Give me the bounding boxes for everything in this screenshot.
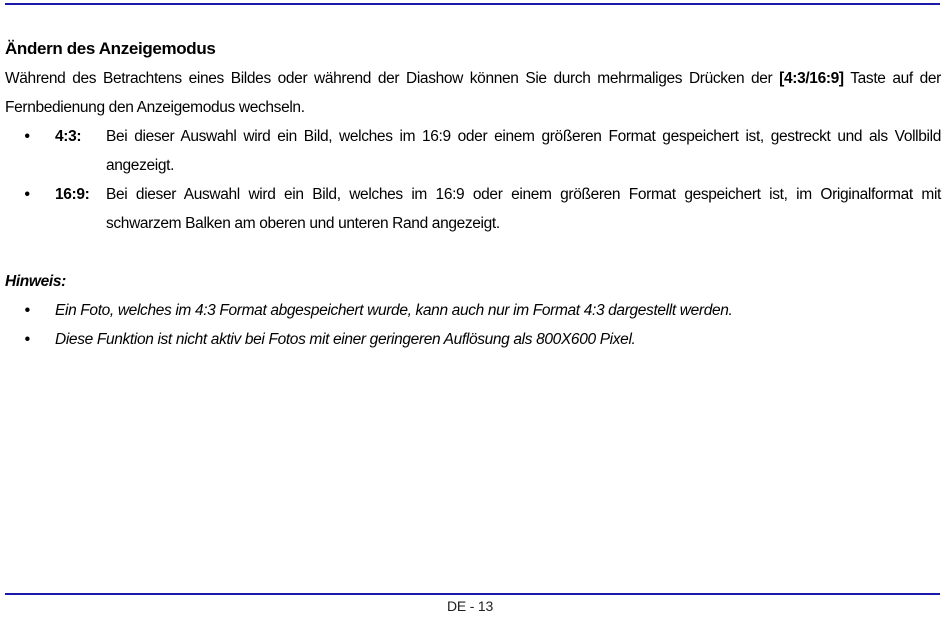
- note-heading: Hinweis:: [5, 273, 66, 290]
- note-text: Diese Funktion ist nicht aktiv bei Fotos mit einer geringeren Auflösung als 800X600 Pixel.: [55, 331, 636, 348]
- mode-description: Bei dieser Auswahl wird ein Bild, welches im 16:9 oder einem größeren Format gespeichert ist, im Originalformat mit schwarzem Balken am oberen und unteren Rand angezeigt.: [106, 186, 941, 232]
- page-content: [5, 38, 941, 354]
- list-item-note: [5, 296, 941, 325]
- bottom-rule: [5, 593, 940, 595]
- list-item-mode-4-3: [5, 122, 941, 180]
- mode-key-label: 4:3:: [55, 128, 82, 145]
- note-text: Ein Foto, welches im 4:3 Format abgespeichert wurde, kann auch nur im Format 4:3 dargestellt werden.: [55, 302, 733, 319]
- bullet-icon: •: [24, 331, 30, 348]
- note-list: [5, 296, 941, 354]
- intro-text-before: Während des Betrachtens eines Bildes oder während der Diashow können Sie durch mehrmaliges Drücken der: [5, 70, 780, 87]
- display-mode-list: [5, 122, 941, 238]
- aspect-key-label: [4:3/16:9]: [779, 70, 844, 87]
- intro-text-after: Taste auf der Fernbedienung den Anzeigemodus wechseln.: [5, 70, 941, 116]
- list-item-mode-16-9: [5, 180, 941, 238]
- bullet-icon: •: [24, 302, 30, 319]
- mode-description: Bei dieser Auswahl wird ein Bild, welches im 16:9 oder einem größeren Format gespeichert ist, gestreckt und als Vollbild angezeigt.: [106, 128, 941, 174]
- list-item-note: [5, 325, 941, 354]
- page-number: DE - 13: [446, 598, 494, 614]
- section-heading: Ändern des Anzeigemodus: [5, 39, 216, 58]
- bullet-icon: •: [24, 128, 30, 145]
- intro-paragraph: [5, 64, 941, 122]
- top-rule: [5, 3, 940, 5]
- mode-key-label: 16:9:: [55, 186, 90, 203]
- bullet-icon: •: [24, 186, 30, 203]
